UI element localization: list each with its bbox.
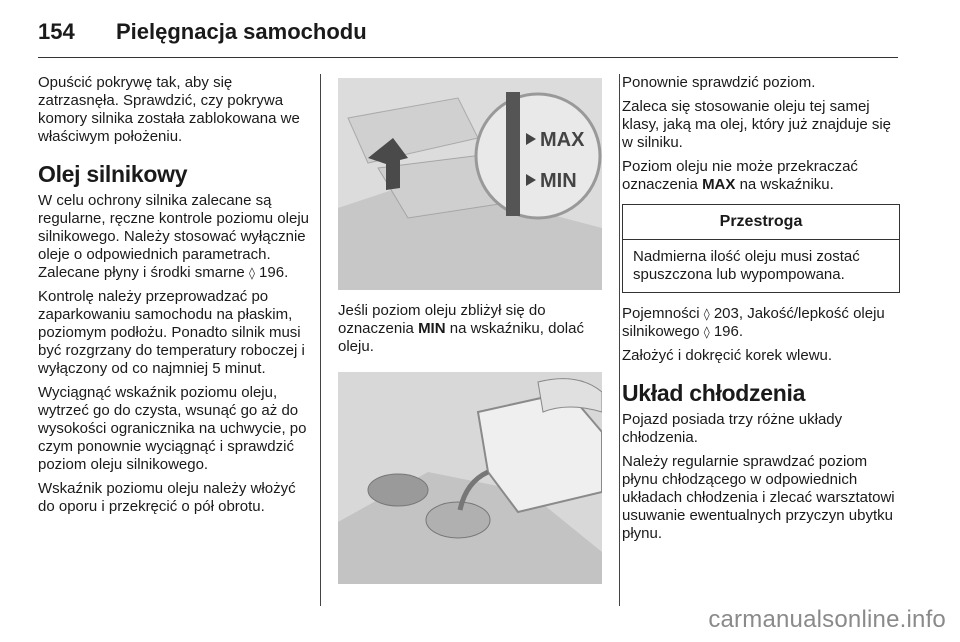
max-emphasis: MAX [702,176,736,193]
oil-filler-drawing [338,372,602,584]
max-label: MAX [540,129,585,151]
paragraph-coolant-check: Należy regularnie sprawdzać poziom płynu chłodzącego w odpowiednich układach chłodzenia i zlecać warsztatowi usuwanie ewentualnych przyczyn ubytku płynu. [622,453,895,542]
column-3 [622,74,902,549]
paragraph-text: na wskaźniku, dolać oleju. [338,320,584,355]
paragraph-cooling-systems: Pojazd posiada trzy różne układy chłodzenia. [622,411,843,446]
oil-pouring-illustration [338,372,602,584]
paragraph-capacities [622,305,902,341]
min-label: MIN [540,170,577,192]
dipstick-illustration [338,78,602,290]
filler-neck [426,502,490,538]
page-title: Pielęgnacja samochodu [116,19,367,44]
filler-cap-icon [368,474,428,506]
paragraph-dipstick-procedure: Wyciągnąć wskaźnik poziomu oleju, wytrzeć go do czysta, wsunąć go aż do wysokości ogranicznika na uchwycie, po czym ponownie wyciągnąć i sprawdzić poziom oleju silnikowego. [38,384,307,473]
column-divider-1 [320,74,321,606]
intro-paragraph: Opuścić pokrywę tak, aby się zatrzasnęła. Sprawdzić, czy pokrywa komory silnika została zablokowana we właściwym położeniu. [38,74,300,145]
warning-title: Przestroga [623,205,899,240]
paragraph-check-conditions: Kontrolę należy przeprowadzać po zaparkowaniu samochodu na płaskim, poziomym podłożu. Ponadto silnik musi być rozgrzany do temperatury roboczej i wyłączony od co najmniej 5 minut. [38,288,305,377]
paragraph-text: na wskaźniku. [739,176,834,193]
paragraph-max-limit [622,158,902,194]
paragraph-text: Jeśli poziom oleju zbliżył się do oznaczenia [338,302,546,337]
watermark: carmanualsonline.info [708,606,946,633]
column-divider-2 [619,74,620,606]
dipstick-rod [506,92,520,216]
paragraph-text: Pojemności [622,305,700,322]
paragraph-recheck: Ponownie sprawdzić poziom. [622,74,816,91]
page-reference-link[interactable]: 196. [259,264,289,281]
warning-box [622,204,900,293]
paragraph-text: W celu ochrony silnika zalecane są regularne, ręczne kontrole poziomu oleju silnikowego. Należy stosować wyłącznie oleje o odpowiednich parametrach. Zalecane płyny i środki smarne [38,192,309,281]
warning-text: Nadmierna ilość oleju musi zostać spuszczona lub wypompowana. [633,248,860,283]
arrow-ref-icon: ◊ [703,307,710,321]
column-2 [338,74,606,584]
page-reference-link[interactable]: 203, Jakość/lepkość oleju silnikowego [622,305,885,340]
paragraph-oil-recommendation [38,192,310,282]
section-heading-cooling: Układ chłodzenia [622,380,806,406]
arrow-ref-icon: ◊ [248,266,255,280]
paragraph-top-up [338,302,606,356]
paragraph-same-class: Zaleca się stosowanie oleju tej samej klasy, jaką ma olej, który już znajduje się w silniku. [622,98,892,151]
page-header [38,14,367,50]
paragraph-text: Poziom oleju nie może przekraczać oznaczenia [622,158,858,193]
engine-dipstick-drawing [338,78,602,290]
page-reference-link[interactable]: 196. [713,323,744,340]
paragraph-tighten-cap: Założyć i dokręcić korek wlewu. [622,347,833,364]
column-1 [38,74,310,522]
paragraph-dipstick-insert: Wskaźnik poziomu oleju należy włożyć do oporu i przekręcić o pół obrotu. [38,480,296,515]
min-emphasis: MIN [418,320,446,337]
page-number: 154 [38,19,75,44]
magnifier-circle [476,94,600,218]
arrow-ref-icon: ◊ [703,325,710,339]
header-divider [38,57,898,58]
section-heading-engine-oil: Olej silnikowy [38,161,188,187]
